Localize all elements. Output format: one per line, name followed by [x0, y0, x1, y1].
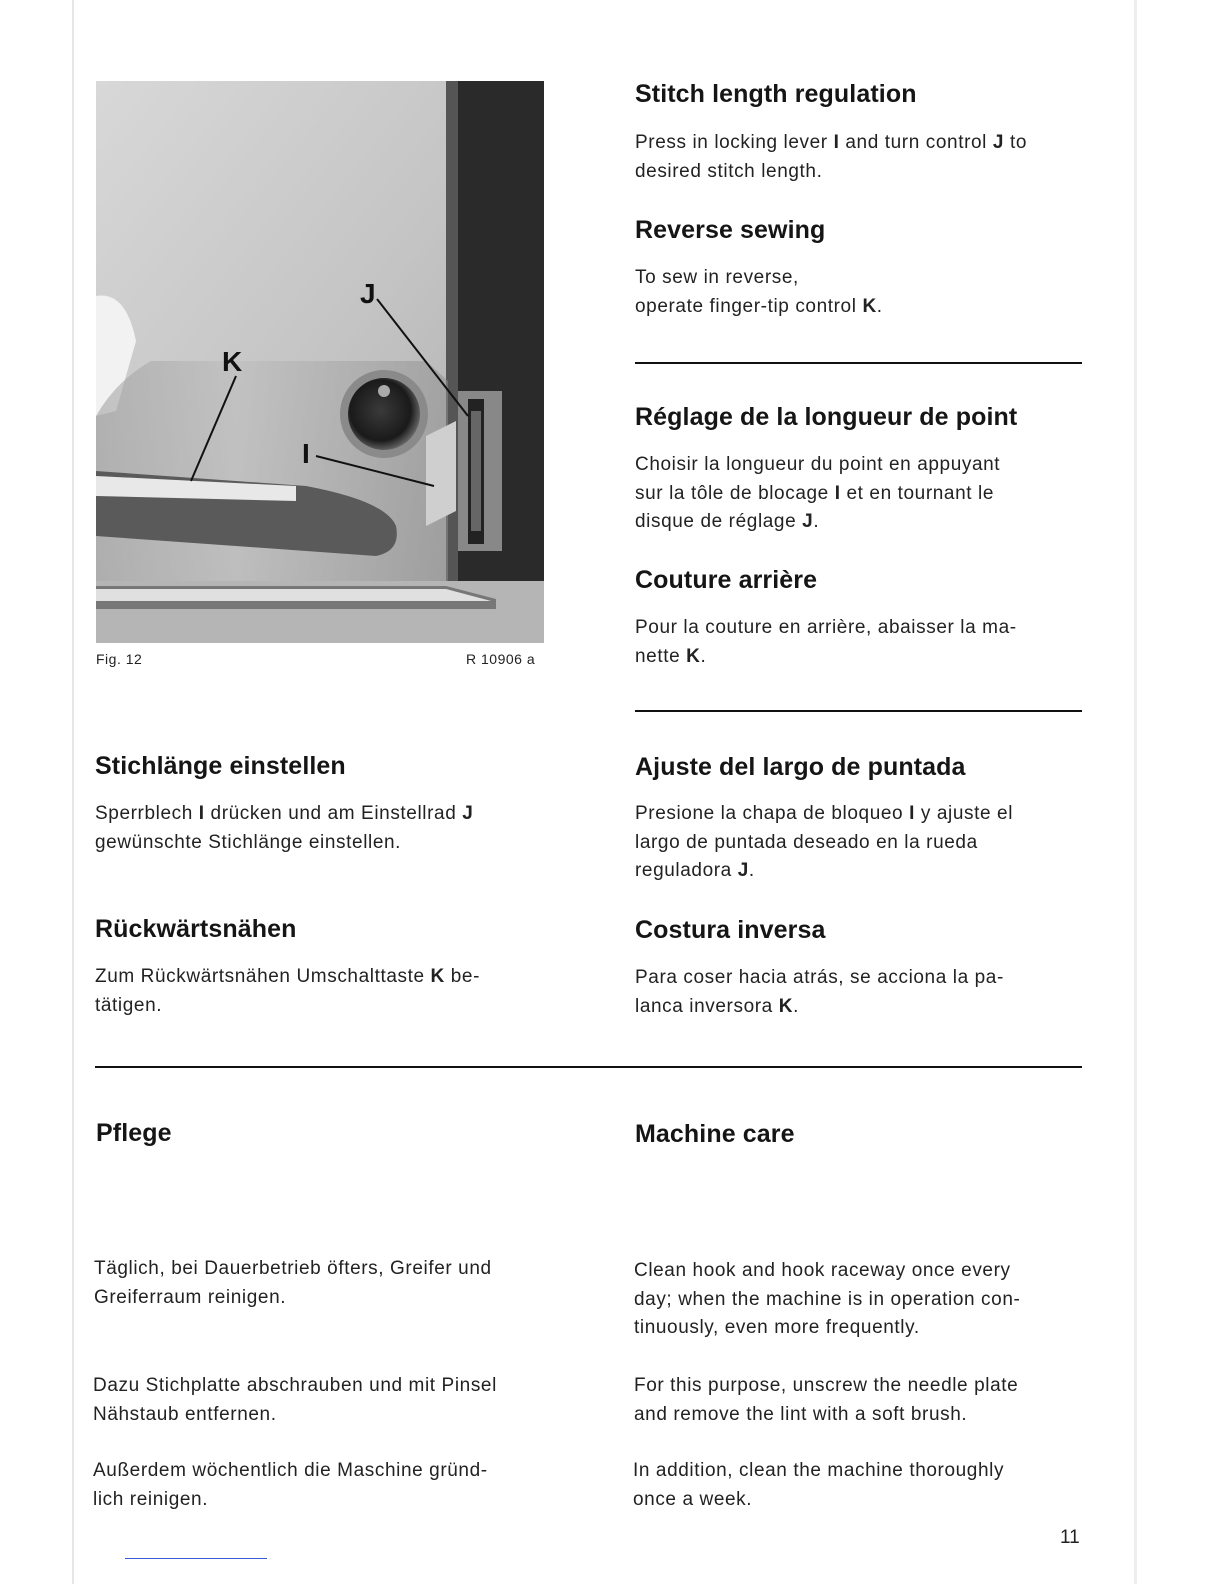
paragraph-stitch-length-en: Press in locking lever I and turn control J to desired stitch length.	[635, 132, 1027, 182]
heading-rueckwaertsnaehen: Rückwärtsnähen	[95, 915, 297, 943]
paragraph-care-daily-de: Täglich, bei Dauerbetrieb öfters, Greifer und Greiferraum reinigen.	[94, 1258, 492, 1308]
heading-ajuste-largo-puntada: Ajuste del largo de puntada	[635, 753, 966, 781]
heading-reglage-longueur-point: Réglage de la longueur de point	[635, 403, 1018, 431]
page-number: 11	[1060, 1527, 1080, 1548]
divider-en-fr	[635, 362, 1082, 364]
paragraph-care-needle-plate-en: For this purpose, unscrew the needle plate and remove the lint with a soft brush.	[634, 1375, 1019, 1425]
heading-machine-care: Machine care	[635, 1120, 795, 1148]
page-edge-right	[1134, 0, 1137, 1584]
heading-costura-inversa: Costura inversa	[635, 916, 826, 944]
heading-stitch-length-regulation: Stitch length regulation	[635, 80, 917, 108]
page-edge-left	[72, 0, 74, 1584]
paragraph-stitch-length-fr: Choisir la longueur du point en appuyant sur la tôle de blocage I et en tournant le disque de réglage J.	[635, 454, 1001, 532]
sewing-machine-illustration	[96, 81, 544, 643]
paragraph-care-needle-plate-de: Dazu Stichplatte abschrauben und mit Pinsel Nähstaub entfernen.	[93, 1375, 497, 1425]
heading-couture-arriere: Couture arrière	[635, 566, 818, 594]
paragraph-stitch-length-de: Sperrblech I drücken und am Einstellrad J gewünschte Stichlänge einstellen.	[95, 803, 474, 853]
paragraph-reverse-sewing-es: Para coser hacia atrás, se acciona la pa- lanca inversora K.	[635, 967, 1004, 1017]
heading-stichlaenge-einstellen: Stichlänge einstellen	[95, 752, 346, 780]
figure-12-photo	[96, 81, 544, 643]
figure-caption: Fig. 12	[96, 651, 143, 667]
heading-reverse-sewing: Reverse sewing	[635, 216, 826, 244]
divider-full-width	[95, 1066, 1082, 1068]
heading-pflege: Pflege	[96, 1119, 172, 1147]
divider-fr-es	[635, 710, 1082, 712]
paragraph-stitch-length-es: Presione la chapa de bloqueo I y ajuste el largo de puntada deseado en la rueda reguladora J.	[635, 803, 1014, 881]
scan-artifact-line	[125, 1558, 267, 1559]
paragraph-reverse-sewing-fr: Pour la couture en arrière, abaisser la ma- nette K.	[635, 617, 1017, 667]
paragraph-reverse-sewing-de: Zum Rückwärtsnähen Umschalttaste K be- tätigen.	[95, 966, 480, 1016]
paragraph-reverse-sewing-en: To sew in reverse, operate finger-tip control K.	[635, 267, 883, 317]
paragraph-care-weekly-en: In addition, clean the machine thoroughly once a week.	[633, 1460, 1005, 1510]
label-k: K	[222, 346, 243, 377]
label-i: I	[302, 438, 310, 469]
paragraph-care-weekly-de: Außerdem wöchentlich die Maschine gründ- lich reinigen.	[93, 1460, 488, 1510]
figure-reference: R 10906 a	[466, 651, 536, 667]
label-j: J	[360, 278, 376, 309]
paragraph-care-daily-en: Clean hook and hook raceway once every day; when the machine is in operation con- tinuously, even more frequently.	[634, 1260, 1021, 1338]
